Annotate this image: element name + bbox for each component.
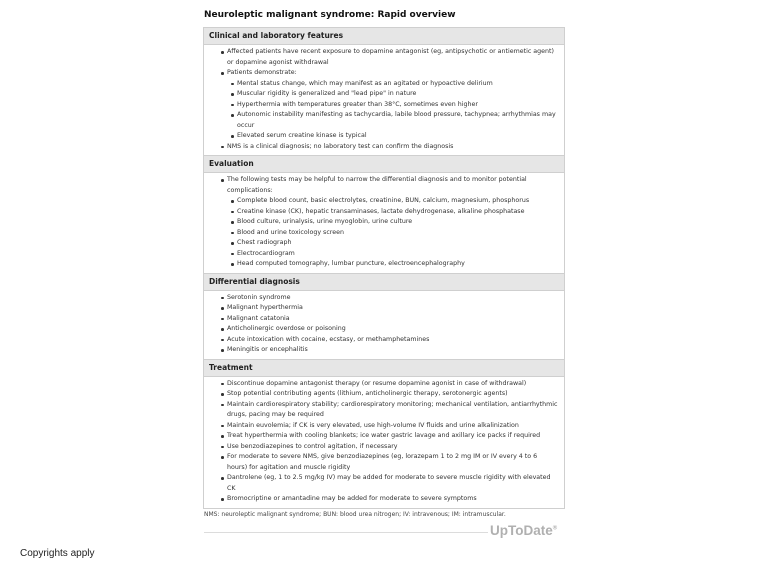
- brand-name: UpToDate: [490, 523, 553, 538]
- sub-list-item: Blood and urine toxicology screen: [227, 228, 558, 239]
- sub-list-item: Mental status change, which may manifest as an agitated or hypoactive delirium: [227, 79, 558, 90]
- section-body-treatment: [204, 377, 564, 509]
- sub-list-item: Blood culture, urinalysis, urine myoglobin, urine culture: [227, 217, 558, 228]
- brand-divider: [204, 532, 488, 533]
- sub-list-item: Complete blood count, basic electrolytes, creatinine, BUN, calcium, magnesium, phosphorus: [227, 196, 558, 207]
- section-heading-clinical: Clinical and laboratory features: [204, 28, 564, 45]
- sub-list-item: Muscular rigidity is generalized and "lead pipe" in nature: [227, 89, 558, 100]
- list-item: NMS is a clinical diagnosis; no laboratory test can confirm the diagnosis: [204, 142, 558, 153]
- sub-list-item: Electrocardiogram: [227, 249, 558, 260]
- list-item: Treat hyperthermia with cooling blankets; ice water gastric lavage and axillary ice packs if required: [204, 431, 558, 442]
- abbreviations-footnote: NMS: neuroleptic malignant syndrome; BUN: blood urea nitrogen; IV: intravenous; IM: intramuscular.: [204, 511, 506, 518]
- list-item: Bromocriptine or amantadine may be added for moderate to severe symptoms: [204, 494, 558, 505]
- section-body-clinical: [204, 45, 564, 156]
- list-item: Anticholinergic overdose or poisoning: [204, 324, 558, 335]
- overview-table: [203, 27, 565, 509]
- section-heading-treatment: Treatment: [204, 360, 564, 377]
- sub-list-item: Autonomic instability manifesting as tachycardia, labile blood pressure, tachypnea; arrhythmias may occur: [227, 110, 558, 131]
- list-item: Serotonin syndrome: [204, 293, 558, 304]
- list-item: Patients demonstrate: Mental status change, which may manifest as an agitated or hypoactive delirium Muscular rigidity is generalized and "lead pipe" in nature Hyperthermia with temperatures greater than 38°C, sometimes even higher Autonomic instability manifesting as tachycardia, labile blood pressure, tachypnea; arrhythmias may occur Elevated serum creatine kinase is typical: [204, 68, 558, 142]
- list-item: Dantrolene (eg, 1 to 2.5 mg/kg IV) may be added for moderate to severe muscle rigidity with elevated CK: [204, 473, 558, 494]
- list-item: For moderate to severe NMS, give benzodiazepines (eg, lorazepam 1 to 2 mg IM or IV every 4 to 6 hours) for agitation and muscle rigidity: [204, 452, 558, 473]
- copyright-notice: Copyrights apply: [20, 548, 95, 559]
- uptodate-logo: [490, 523, 557, 538]
- section-body-evaluation: [204, 173, 564, 274]
- list-item: Use benzodiazepines to control agitation, if necessary: [204, 442, 558, 453]
- list-item: Maintain cardiorespiratory stability; cardiorespiratory monitoring; mechanical ventilation, antiarrhythmic drugs, pacing may be required: [204, 400, 558, 421]
- list-item: Maintain euvolemia; if CK is very elevated, use high-volume IV fluids and urine alkalinization: [204, 421, 558, 432]
- section-heading-evaluation: Evaluation: [204, 156, 564, 173]
- list-item: Acute intoxication with cocaine, ecstasy, or methamphetamines: [204, 335, 558, 346]
- list-item: Meningitis or encephalitis: [204, 345, 558, 356]
- section-heading-differential: Differential diagnosis: [204, 274, 564, 291]
- page-title: Neuroleptic malignant syndrome: Rapid overview: [204, 10, 456, 20]
- sub-list-item: Creatine kinase (CK), hepatic transaminases, lactate dehydrogenase, alkaline phosphatase: [227, 207, 558, 218]
- list-item: Affected patients have recent exposure to dopamine antagonist (eg, antipsychotic or antiemetic agent) or dopamine agonist withdrawal: [204, 47, 558, 68]
- list-item: The following tests may be helpful to narrow the differential diagnosis and to monitor potential complications: Complete blood count, basic electrolytes, creatinine, BUN, calcium, magnesium, phosphorus Creatine kinase (CK), hepatic transaminases, lactate dehydrogenase, alkaline phosphatase Blood culture, urinalysis, urine myoglobin, urine culture Blood and urine toxicology screen Chest radiograph Electrocardiogram Head computed tomography, lumbar puncture, electroencephalography: [204, 175, 558, 270]
- sub-list-item: Head computed tomography, lumbar puncture, electroencephalography: [227, 259, 558, 270]
- list-item: Discontinue dopamine antagonist therapy (or resume dopamine agonist in case of withdrawal): [204, 379, 558, 390]
- section-body-differential: [204, 291, 564, 360]
- sub-list-item: Elevated serum creatine kinase is typical: [227, 131, 558, 142]
- sub-list-item: Hyperthermia with temperatures greater than 38°C, sometimes even higher: [227, 100, 558, 111]
- sub-list-item: Chest radiograph: [227, 238, 558, 249]
- registered-mark: ®: [552, 525, 558, 532]
- list-item: Malignant catatonia: [204, 314, 558, 325]
- list-item: Stop potential contributing agents (lithium, anticholinergic therapy, serotonergic agents): [204, 389, 558, 400]
- list-item: Malignant hyperthermia: [204, 303, 558, 314]
